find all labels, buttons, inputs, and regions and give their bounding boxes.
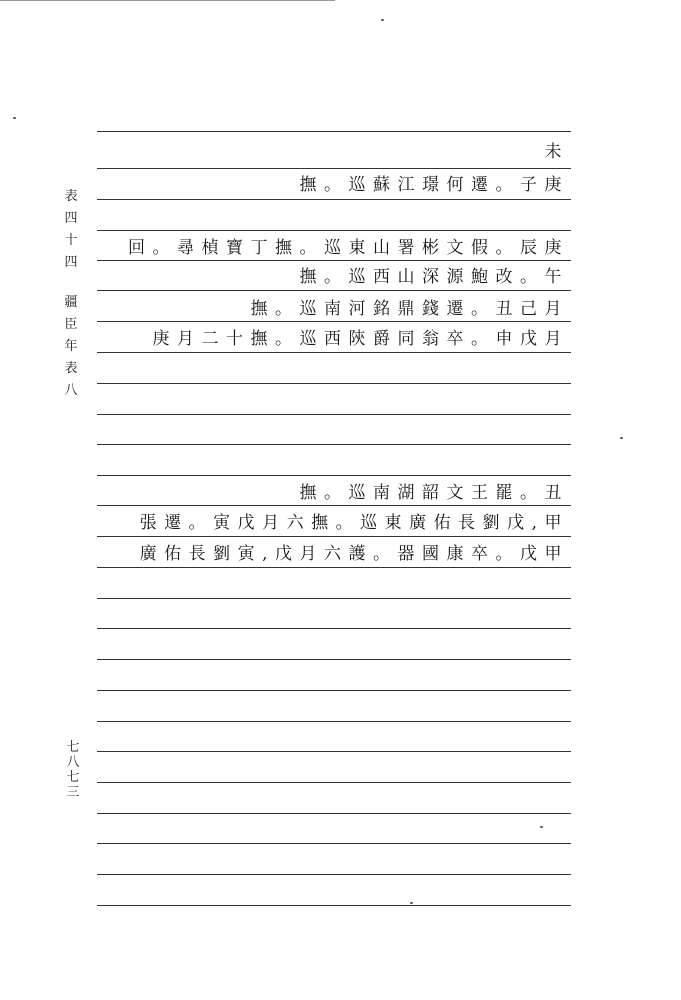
table-rule xyxy=(97,352,571,353)
table-rule xyxy=(97,230,571,231)
scan-speck xyxy=(620,437,623,439)
scan-edge-line xyxy=(0,0,335,1)
table-rule xyxy=(97,874,571,875)
page-number xyxy=(63,740,83,800)
table-rule xyxy=(97,199,571,200)
table-rule xyxy=(97,444,571,445)
scan-speck xyxy=(381,19,384,21)
table-rule xyxy=(97,475,571,476)
table-rule xyxy=(97,168,571,169)
margin-char: 年 xyxy=(64,339,78,354)
table-rule xyxy=(97,628,571,629)
table-rule xyxy=(97,813,571,814)
margin-char: 四 xyxy=(64,255,78,270)
margin-char: 表 xyxy=(64,189,78,204)
margin-char: 表 xyxy=(64,361,78,376)
table-rule xyxy=(97,843,571,844)
table-rule xyxy=(97,567,571,568)
table-row: 撫。巡西山深源鮑改。午 xyxy=(299,267,569,287)
table-rule xyxy=(97,290,571,291)
margin-char: 疆 xyxy=(64,295,78,310)
page-number-char: 八 xyxy=(66,755,80,770)
page-number-char: 三 xyxy=(66,785,80,800)
table-rule xyxy=(97,659,571,660)
table-row: 撫。巡南河銘鼎錢遷。丑己月 xyxy=(250,299,569,319)
page-number-char: 七 xyxy=(66,770,80,785)
table-rule xyxy=(97,383,571,384)
scan-speck xyxy=(410,902,413,904)
scan-speck xyxy=(540,826,543,828)
margin-char: 八 xyxy=(64,383,78,398)
margin-char: 四 xyxy=(64,211,78,226)
table-rule xyxy=(97,598,571,599)
table-row: 撫。巡蘇江璟何遷。子庚 xyxy=(299,175,569,195)
table-rule xyxy=(97,782,571,783)
table-row: 張遷。寅戊月六撫。巡東廣佑長劉戊,甲 xyxy=(139,513,569,533)
table-row: 回。尋楨寶丁撫。巡東山署彬文假。辰庚 xyxy=(128,238,569,258)
table-rule xyxy=(97,751,571,752)
margin-char: 十 xyxy=(64,233,78,248)
table-rule xyxy=(97,690,571,691)
table-rule xyxy=(97,131,571,132)
table-row: 撫。巡南湖韶文王罷。丑 xyxy=(299,483,569,503)
table-rule xyxy=(97,536,571,537)
margin-title xyxy=(60,186,82,402)
page-number-char: 七 xyxy=(66,740,80,755)
table-rule xyxy=(97,905,571,906)
margin-char: 臣 xyxy=(64,317,78,332)
table-row: 未 xyxy=(544,142,569,162)
scan-speck xyxy=(13,117,16,119)
table-rule xyxy=(97,414,571,415)
table-row: 廣佑長劉寅,戊月六護。器國康卒。戊甲 xyxy=(139,544,569,564)
table-row: 庚月二十撫。巡西陝爵同翁卒。申戊月 xyxy=(152,329,569,349)
table-rule xyxy=(97,721,571,722)
